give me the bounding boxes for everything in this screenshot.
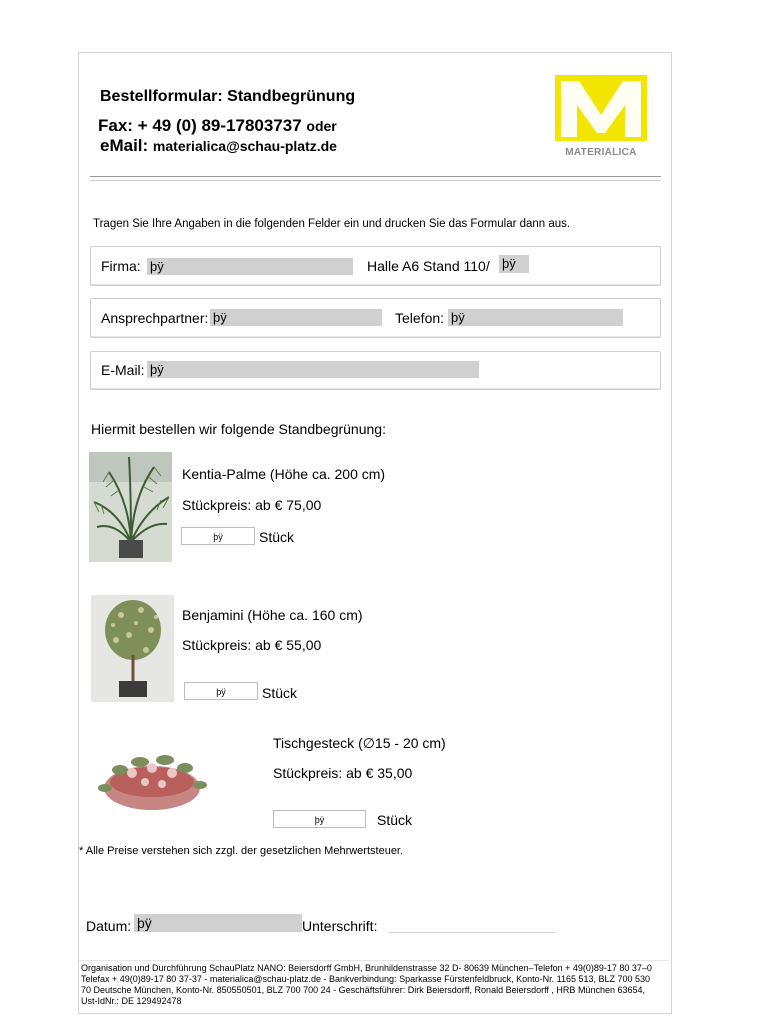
telefon-label: Telefon:: [395, 310, 445, 326]
firma-label: Firma:: [101, 258, 141, 274]
product-2-name: Benjamini (Höhe ca. 160 cm): [182, 607, 363, 623]
halle-label: Halle A6 Stand 110/: [367, 258, 490, 274]
fax-line: [98, 116, 337, 136]
footer-line-3: 70 Deutsche München, Konto-Nr. 850550501, BLZ 700 700 24 - Geschäftsführer: Dirk Beiersdorff, Ronald Beiersdorff , HRB München 63654,: [81, 985, 645, 995]
product-1-price: Stückpreis: ab € 75,00: [182, 497, 322, 513]
product-3-name: Tischgesteck (∅15 - 20 cm): [273, 735, 446, 751]
email-prefix: eMail:: [100, 136, 149, 155]
email-address: materialica@schau-platz.de: [152, 138, 337, 154]
vat-note: * Alle Preise verstehen sich zzgl. der gesetzlichen Mehrwertsteuer.: [79, 845, 404, 857]
materialica-logo: [555, 75, 647, 161]
product-2-unit: Stück: [262, 685, 298, 701]
footer-line-2: Telefax + 49(0)89-17 80 37-37 - materialica@schau-platz.de - Bankverbindung: Sparkasse Fürstenfeldbruck, Konto-Nr. 1165 513, BLZ 700 530: [81, 974, 651, 984]
email-input[interactable]: þÿ: [147, 361, 479, 378]
fax-or: oder: [306, 118, 337, 134]
logo-text: MATERIALICA: [565, 147, 637, 158]
header-divider: [90, 176, 661, 181]
datum-input[interactable]: þÿ: [134, 914, 302, 932]
tischgesteck-image: [90, 740, 216, 822]
product-1-qty-input[interactable]: þÿ: [181, 527, 255, 545]
order-heading: Hiermit bestellen wir folgende Standbegrünung:: [91, 421, 386, 437]
unterschrift-label: Unterschrift:: [302, 918, 378, 934]
footer-line-1: Organisation und Durchführung SchauPlatz NANO: Beiersdorff GmbH, Brunhildenstrasse 32 D- 80639 München–Telefon + 49(0)89-17 80 37–0: [81, 963, 652, 973]
benjamini-image: [91, 595, 174, 702]
ansprechpartner-label: Ansprechpartner:: [101, 310, 209, 326]
product-1-unit: Stück: [259, 529, 295, 545]
instructions-text: Tragen Sie Ihre Angaben in die folgenden Felder ein und drucken Sie das Formular dann aus.: [93, 218, 571, 230]
datum-label: Datum:: [86, 918, 132, 934]
product-3-price: Stückpreis: ab € 35,00: [273, 765, 413, 781]
stand-input[interactable]: þÿ: [499, 255, 529, 273]
fax-number: Fax: + 49 (0) 89-17803737: [98, 116, 302, 135]
signature-line: [388, 918, 555, 933]
footer-line-4: Ust-IdNr.: DE 129492478: [81, 996, 182, 1006]
product-2-qty-input[interactable]: þÿ: [184, 682, 258, 700]
ansprechpartner-input[interactable]: þÿ: [210, 309, 382, 326]
product-1-name: Kentia-Palme (Höhe ca. 200 cm): [182, 466, 386, 482]
telefon-input[interactable]: þÿ: [448, 309, 623, 326]
product-3-qty-input[interactable]: þÿ: [273, 810, 366, 828]
footer: [79, 960, 669, 1009]
product-3-unit: Stück: [377, 812, 413, 828]
form-title: Bestellformular: Standbegrünung: [100, 88, 356, 105]
firma-input[interactable]: þÿ: [147, 258, 353, 275]
email-label: E-Mail:: [101, 362, 145, 378]
product-2-price: Stückpreis: ab € 55,00: [182, 637, 322, 653]
email-line: [100, 136, 337, 156]
kentia-palm-image: [89, 452, 172, 562]
